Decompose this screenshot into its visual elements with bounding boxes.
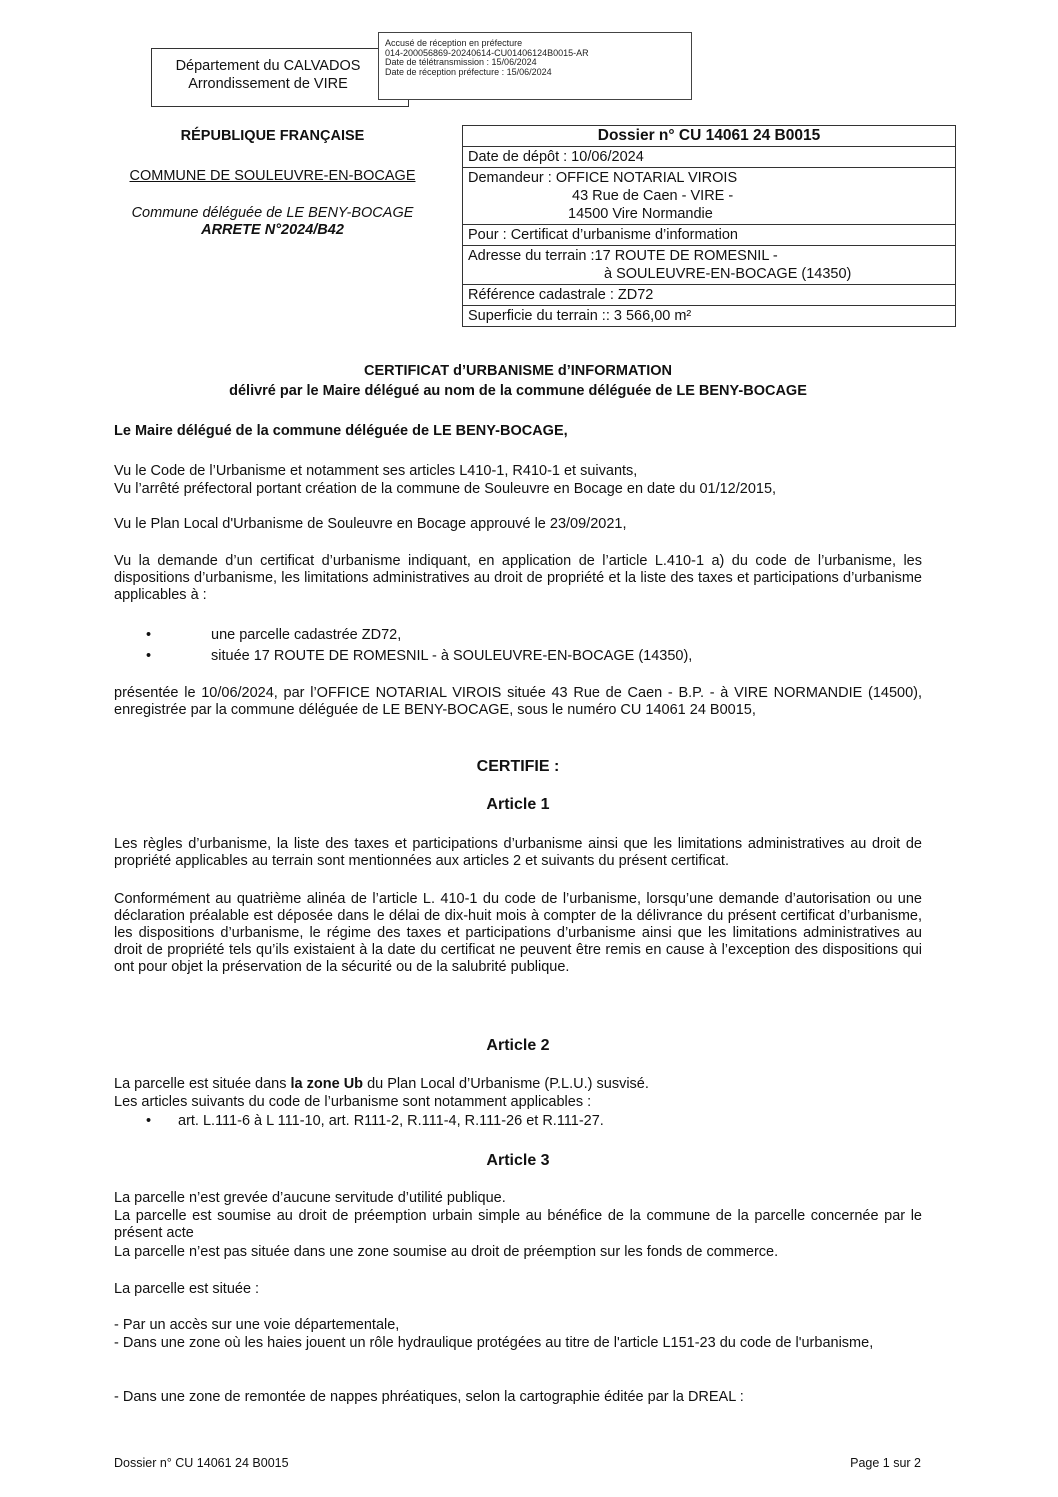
bullet-situee: située 17 ROUTE DE ROMESNIL - à SOULEUVRE-EN-BOCAGE (14350), — [211, 648, 693, 664]
adresse-terrain: Adresse du terrain :17 ROUTE DE ROMESNIL - à SOULEUVRE-EN-BOCAGE (14350) — [463, 246, 955, 285]
footer-page-number: Page 1 sur 2 — [850, 1456, 921, 1470]
stamp-line: Date de télétransmission : 15/06/2024 — [385, 57, 537, 68]
demandeur: Demandeur : OFFICE NOTARIAL VIROIS 43 Rue de Caen - VIRE - 14500 Vire Normandie — [463, 168, 955, 225]
bullet-parcelle: une parcelle cadastrée ZD72, — [211, 627, 402, 643]
article-3-haies: - Dans une zone où les haies jouent un rôle hydraulique protégées au titre de l'article L151-23 du code de l'urbanisme, — [114, 1335, 874, 1351]
dossier-title: Dossier n° CU 14061 24 B0015 — [463, 126, 955, 147]
certificat-subtitle: délivré par le Maire délégué au nom de la commune déléguée de LE BENY-BOCAGE — [229, 383, 807, 399]
article-2-zone: La parcelle est située dans la zone Ub du Plan Local d’Urbanisme (P.L.U.) susvisé. — [114, 1076, 649, 1092]
article-3-servitude: La parcelle n’est grevée d’aucune servitude d’utilité publique. — [114, 1190, 506, 1206]
pour-objet: Pour : Certificat d’urbanisme d’information — [463, 225, 955, 246]
article-2-bullet: art. L.111-6 à L 111-10, art. R111-2, R.111-4, R.111-26 et R.111-27. — [178, 1113, 604, 1129]
superficie: Superficie du terrain :: 3 566,00 m² — [468, 308, 692, 324]
prefecture-stamp — [378, 32, 692, 100]
article-3-fonds-commerce: La parcelle n’est pas située dans une zone soumise au droit de préemption sur les fonds de commerce. — [114, 1244, 779, 1260]
article-3-situee: La parcelle est située : — [114, 1281, 260, 1297]
presentee-paragraph: présentée le 10/06/2024, par l’OFFICE NOTARIAL VIROIS située 43 Rue de Caen - B.P. - à VIRE NORMANDIE (14500), enregistrée par la commune déléguée de LE BENY-BOCAGE, sous le numéro CU 14061 24 B0015, — [114, 685, 922, 718]
article-3-acces: - Par un accès sur une voie départementale, — [114, 1317, 400, 1333]
department-box — [151, 48, 409, 107]
stamp-line: 014-200056869-20240614-CU01406124B0015-AR — [385, 47, 589, 58]
vu-code-urbanisme: Vu le Code de l’Urbanisme et notamment ses articles L410-1, R410-1 et suivants, — [114, 463, 638, 479]
date-depot: Date de dépôt : 10/06/2024 — [463, 147, 955, 168]
article-1-heading: Article 1 — [486, 796, 550, 813]
maire-line: Le Maire délégué de la commune déléguée de LE BENY-BOCAGE, — [114, 423, 568, 439]
article-1-p1: Les règles d’urbanisme, la liste des taxes et participations d’urbanisme ainsi que les limitations administratives au droit de propriété applicables au terrain sont mentionnées aux articles 2 et suivants du présent certificat. — [114, 836, 922, 869]
commune-deleguee: Commune déléguée de LE BENY-BOCAGE — [131, 205, 414, 221]
arrondissement-label: Arrondissement de VIRE — [188, 76, 348, 92]
article-2-heading: Article 2 — [486, 1037, 550, 1054]
article-1-p2: Conformément au quatrième alinéa de l’article L. 410-1 du code de l’urbanisme, lorsqu’une demande d’autorisation ou une déclaration préalable est déposée dans le délai de dix-huit mois à compter de la délivrance du présent certificat d’urbanisme, les dispositions d’urbanisme, le régime des taxes et participations d’urbanisme ainsi que les limitations administratives au droit de propriété tels qu’ils existaient à la date du certificat ne peuvent être remis en cause à l’exception des dispositions qui ont pour objet la préservation de la sécurité ou de la salubrité publique. — [114, 891, 922, 975]
vu-demande: Vu la demande d’un certificat d’urbanisme indiquant, en application de l’article L.410-1 a) du code de l’urbanisme, les dispositions d’urbanisme, les limitations administratives au droit de propriété et la liste des taxes et participations d’urbanisme applicables à : — [114, 553, 922, 603]
article-3-heading: Article 3 — [486, 1152, 550, 1169]
article-3-nappes: - Dans une zone de remontée de nappes phréatiques, selon la cartographie éditée par la DREAL : — [114, 1389, 744, 1405]
stamp-line: Date de réception préfecture : 15/06/2024 — [385, 66, 552, 77]
article-2-articles: Les articles suivants du code de l’urbanisme sont notamment applicables : — [114, 1094, 592, 1110]
bullet-dot: • — [146, 648, 152, 664]
vu-arrete-prefectoral: Vu l’arrêté préfectoral portant création de la commune de Souleuvre en Bocage en date du 01/12/2015, — [114, 481, 777, 497]
stamp-line: Accusé de réception en préfecture — [385, 38, 523, 48]
dossier-box — [462, 125, 956, 327]
department-label: Département du CALVADOS — [175, 58, 361, 74]
certificat-title: CERTIFICAT d’URBANISME d’INFORMATION — [364, 363, 672, 379]
commune-heading: COMMUNE DE SOULEUVRE-EN-BOCAGE — [129, 168, 416, 184]
vu-plu: Vu le Plan Local d'Urbanisme de Souleuvre en Bocage approuvé le 23/09/2021, — [114, 516, 627, 532]
certifie-heading: CERTIFIE : — [476, 758, 560, 775]
footer-dossier: Dossier n° CU 14061 24 B0015 — [114, 1456, 289, 1470]
bullet-dot: • — [146, 1113, 152, 1129]
republique-heading: RÉPUBLIQUE FRANÇAISE — [180, 128, 365, 144]
article-3-preemption: La parcelle est soumise au droit de préemption urbain simple au bénéfice de la commune de la parcelle concernée par le présent acte — [114, 1208, 922, 1241]
bullet-dot: • — [146, 627, 152, 643]
arrete-number: ARRETE N°2024/B42 — [201, 222, 344, 238]
reference-cadastrale: Référence cadastrale : ZD72 — [463, 285, 955, 306]
